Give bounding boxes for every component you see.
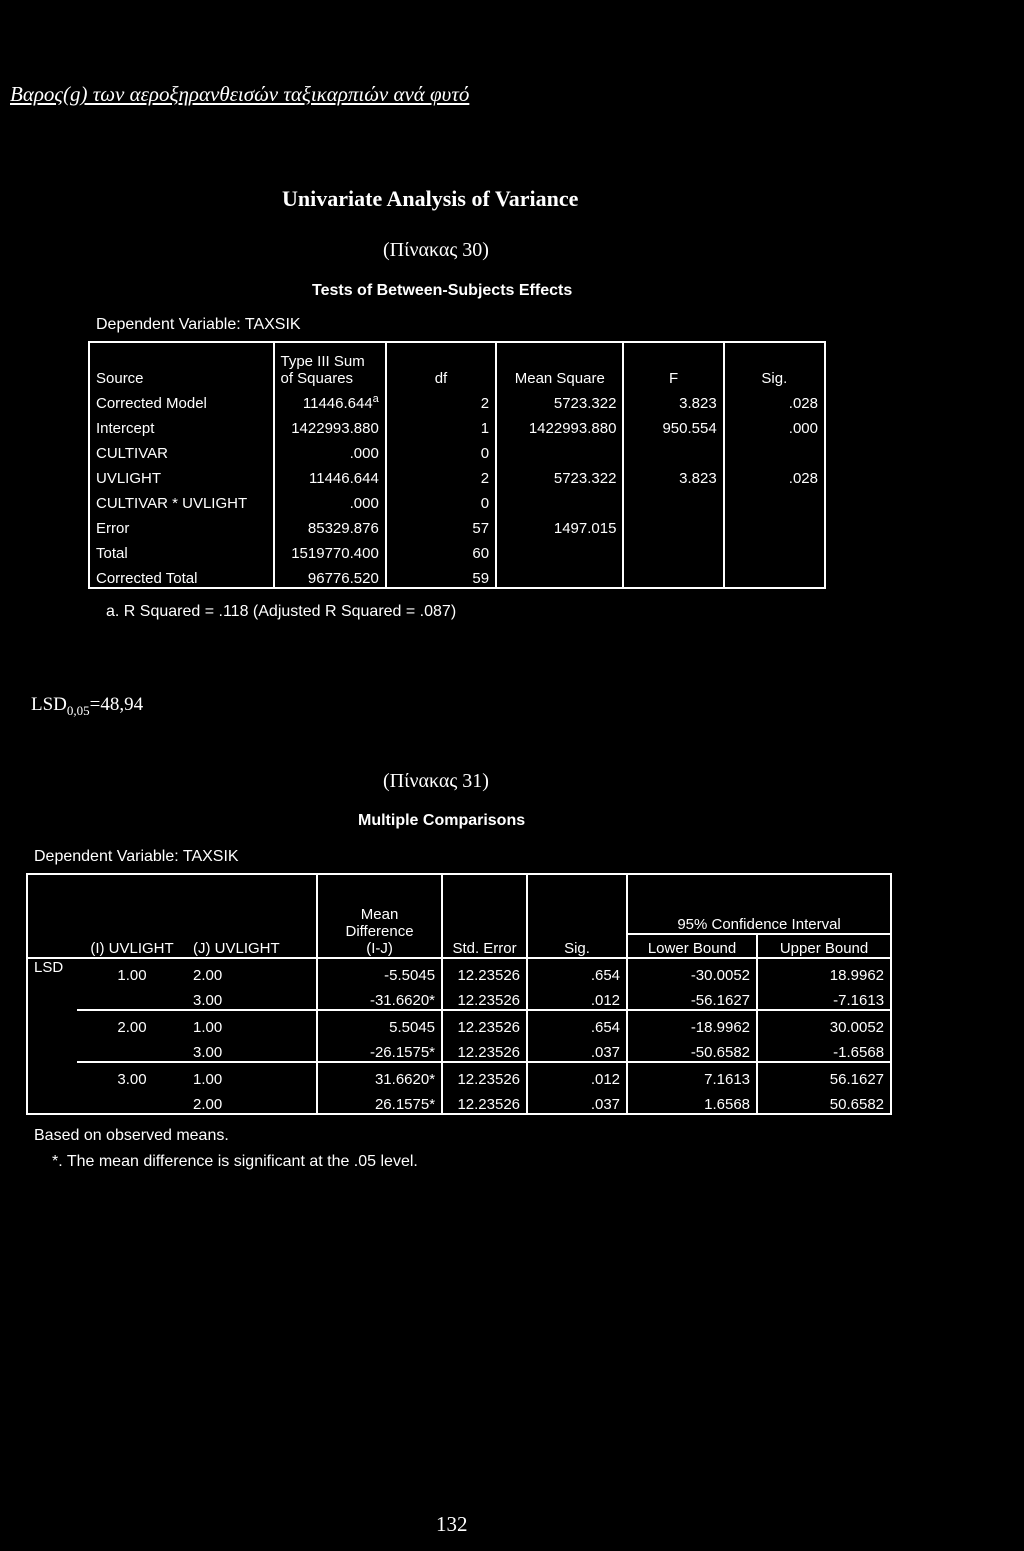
- cell-sig: .654: [527, 1010, 627, 1036]
- cell-j-uvlight: 1.00: [187, 1062, 317, 1088]
- table-row: [89, 437, 825, 462]
- cell-sig: [724, 437, 825, 462]
- table-row: [27, 1088, 891, 1114]
- cell-lower-bound: 1.6568: [627, 1088, 757, 1114]
- cell-sig: .028: [724, 387, 825, 412]
- mc-footnote-2: *. The mean difference is significant at the .05 level.: [52, 1153, 418, 1170]
- cell-upper-bound: 18.9962: [757, 958, 891, 984]
- cell-ss-value: .000: [349, 495, 379, 512]
- cell-source: Error: [96, 520, 130, 537]
- cell-f: 3.823: [623, 387, 723, 412]
- cell-mean-square: 1497.015: [496, 512, 623, 537]
- table-row: [27, 958, 891, 984]
- cell-source: CULTIVAR: [96, 445, 168, 462]
- cell-sum-of-squares: [274, 512, 386, 537]
- cell-std-error: 12.23526: [442, 984, 527, 1010]
- cell-std-error: 12.23526: [442, 1062, 527, 1088]
- cell-sig: .028: [724, 462, 825, 487]
- cell-source: Corrected Model: [96, 395, 207, 412]
- lsd-number: =48,94: [89, 694, 144, 715]
- header-md-line1: Mean: [360, 906, 399, 923]
- cell-mean-square: [496, 487, 623, 512]
- header-sum-of-squares: [274, 342, 386, 387]
- table-row: [89, 462, 825, 487]
- cell-mean-square: 1422993.880: [496, 412, 623, 437]
- cell-ss-value: .000: [349, 445, 379, 462]
- cell-upper-bound: 30.0052: [757, 1010, 891, 1036]
- table-row: [89, 487, 825, 512]
- anova-table-label: (Πίνακας 30): [383, 239, 489, 261]
- cell-lower-bound: 7.1613: [627, 1062, 757, 1088]
- cell-ss-value: 1519770.400: [291, 545, 379, 562]
- table-row: [89, 537, 825, 562]
- cell-f: [623, 537, 723, 562]
- header-i-uvlight: (I) UVLIGHT: [90, 940, 174, 957]
- cell-method: LSD: [27, 958, 77, 1114]
- header-confidence-interval: 95% Confidence Interval: [627, 903, 891, 934]
- header-lower-bound: Lower Bound: [627, 934, 757, 958]
- cell-df: 60: [386, 537, 496, 562]
- cell-i-uvlight: 1.00: [77, 958, 187, 984]
- table-row: [89, 562, 825, 588]
- cell-sig: [724, 512, 825, 537]
- mc-dependent-variable: Dependent Variable: TAXSIK: [34, 848, 239, 865]
- cell-df: 0: [386, 487, 496, 512]
- cell-upper-bound: 56.1627: [757, 1062, 891, 1088]
- cell-ss-value: 11446.644: [309, 470, 379, 487]
- cell-mean-difference: 26.1575*: [317, 1088, 442, 1114]
- header-std-error: Std. Error: [442, 934, 527, 958]
- cell-source: Corrected Total: [96, 570, 198, 587]
- cell-sig: .000: [724, 412, 825, 437]
- cell-source: CULTIVAR * UVLIGHT: [96, 495, 248, 512]
- lsd-subscript: 0,05: [66, 702, 90, 718]
- cell-lower-bound: -50.6582: [627, 1036, 757, 1062]
- cell-mean-difference: -26.1575*: [317, 1036, 442, 1062]
- cell-j-uvlight: 3.00: [193, 1044, 223, 1061]
- cell-sig: [724, 537, 825, 562]
- header-ss-line1: Type III Sum: [280, 353, 365, 370]
- page-number: 132: [436, 1512, 468, 1536]
- cell-sum-of-squares: [274, 437, 386, 462]
- cell-f: 3.823: [623, 462, 723, 487]
- header-md-line2: Difference: [345, 923, 414, 940]
- anova-header-row: [89, 342, 825, 387]
- anova-table: [88, 341, 826, 589]
- cell-ss-value: 11446.644: [302, 395, 373, 412]
- mc-header-row-1: [27, 874, 891, 903]
- cell-sig: .037: [527, 1036, 627, 1062]
- multiple-comparisons-table: [26, 873, 892, 1115]
- cell-sum-of-squares: [274, 387, 386, 412]
- cell-mean-difference: -5.5045: [317, 958, 442, 984]
- header-mean-difference: [317, 874, 442, 958]
- cell-sum-of-squares: [274, 462, 386, 487]
- cell-i-uvlight: 2.00: [77, 1010, 187, 1036]
- cell-upper-bound: -7.1613: [757, 984, 891, 1010]
- header-ss-line2: of Squares: [280, 370, 354, 387]
- cell-sig: .654: [527, 958, 627, 984]
- cell-ss-value: 96776.520: [307, 570, 379, 587]
- header-upper-bound: Upper Bound: [757, 934, 891, 958]
- cell-i-uvlight: [77, 1088, 187, 1114]
- cell-f: 950.554: [623, 412, 723, 437]
- header-mean-square: Mean Square: [496, 342, 623, 387]
- table-row: [27, 1062, 891, 1088]
- cell-mean-square: [496, 562, 623, 588]
- cell-std-error: 12.23526: [442, 1036, 527, 1062]
- header-md-line3: (I-J): [366, 940, 393, 957]
- table-row: [89, 512, 825, 537]
- lsd-prefix: LSD: [31, 694, 67, 715]
- cell-ss-value: 85329.876: [307, 520, 379, 537]
- cell-ss-value: 1422993.880: [291, 420, 379, 437]
- header-df: df: [386, 342, 496, 387]
- cell-sum-of-squares: [274, 562, 386, 588]
- cell-sig: [724, 487, 825, 512]
- header-j-uvlight: (J) UVLIGHT: [193, 940, 280, 957]
- cell-f: [623, 487, 723, 512]
- cell-ss-superscript: a: [372, 393, 379, 405]
- table-row: [27, 1010, 891, 1036]
- cell-sig: .037: [527, 1088, 627, 1114]
- cell-sig: .012: [527, 984, 627, 1010]
- mc-header-row-3: [27, 934, 891, 958]
- header-source: Source: [96, 370, 144, 387]
- cell-upper-bound: -1.6568: [757, 1036, 891, 1062]
- table-row: [27, 984, 891, 1010]
- cell-df: 0: [386, 437, 496, 462]
- cell-std-error: 12.23526: [442, 958, 527, 984]
- table-row: [89, 387, 825, 412]
- mc-footnote-1: Based on observed means.: [34, 1127, 229, 1144]
- cell-mean-square: [496, 437, 623, 462]
- cell-mean-difference: -31.6620*: [317, 984, 442, 1010]
- mc-header-row-2: [27, 903, 891, 934]
- cell-mean-square: 5723.322: [496, 462, 623, 487]
- table-row: [89, 412, 825, 437]
- cell-lower-bound: -30.0052: [627, 958, 757, 984]
- cell-j-uvlight: 1.00: [187, 1010, 317, 1036]
- anova-footnote: a. R Squared = .118 (Adjusted R Squared = .087): [106, 603, 457, 620]
- cell-sum-of-squares: [274, 537, 386, 562]
- cell-mean-difference: 5.5045: [317, 1010, 442, 1036]
- lsd-value: [31, 694, 143, 719]
- cell-lower-bound: -56.1627: [627, 984, 757, 1010]
- cell-f: [623, 562, 723, 588]
- cell-mean-square: [496, 537, 623, 562]
- cell-std-error: 12.23526: [442, 1010, 527, 1036]
- page-header-title: Βαρος(g) των αεροξηρανθεισών ταξικαρπιών ανά φυτό: [10, 82, 470, 106]
- cell-std-error: 12.23526: [442, 1088, 527, 1114]
- cell-lower-bound: -18.9962: [627, 1010, 757, 1036]
- header-f: F: [623, 342, 723, 387]
- cell-upper-bound: 50.6582: [757, 1088, 891, 1114]
- cell-source: UVLIGHT: [96, 470, 162, 487]
- table-row: [27, 1036, 891, 1062]
- cell-sig: .012: [527, 1062, 627, 1088]
- cell-mean-difference: 31.6620*: [317, 1062, 442, 1088]
- cell-sig: [724, 562, 825, 588]
- header-sig: Sig.: [724, 342, 825, 387]
- anova-caption: Tests of Between-Subjects Effects: [312, 282, 573, 299]
- cell-j-uvlight: 2.00: [187, 958, 317, 984]
- document-title: Univariate Analysis of Variance: [282, 186, 579, 211]
- cell-i-uvlight: 3.00: [77, 1062, 187, 1088]
- cell-source: Intercept: [96, 420, 155, 437]
- cell-source: Total: [96, 545, 128, 562]
- cell-df: 57: [386, 512, 496, 537]
- cell-i-uvlight: [77, 1036, 187, 1062]
- anova-dependent-variable: Dependent Variable: TAXSIK: [96, 316, 301, 333]
- cell-i-uvlight: [77, 984, 187, 1010]
- cell-f: [623, 437, 723, 462]
- cell-sum-of-squares: [274, 487, 386, 512]
- cell-mean-square: 5723.322: [496, 387, 623, 412]
- cell-sum-of-squares: [274, 412, 386, 437]
- cell-df: 2: [386, 387, 496, 412]
- cell-j-uvlight: 3.00: [193, 992, 223, 1009]
- cell-df: 2: [386, 462, 496, 487]
- mc-table-label: (Πίνακας 31): [383, 770, 489, 792]
- cell-f: [623, 512, 723, 537]
- header-sig: Sig.: [527, 934, 627, 958]
- cell-df: 1: [386, 412, 496, 437]
- cell-j-uvlight: 2.00: [193, 1096, 223, 1113]
- cell-df: 59: [386, 562, 496, 588]
- mc-caption: Multiple Comparisons: [358, 812, 526, 829]
